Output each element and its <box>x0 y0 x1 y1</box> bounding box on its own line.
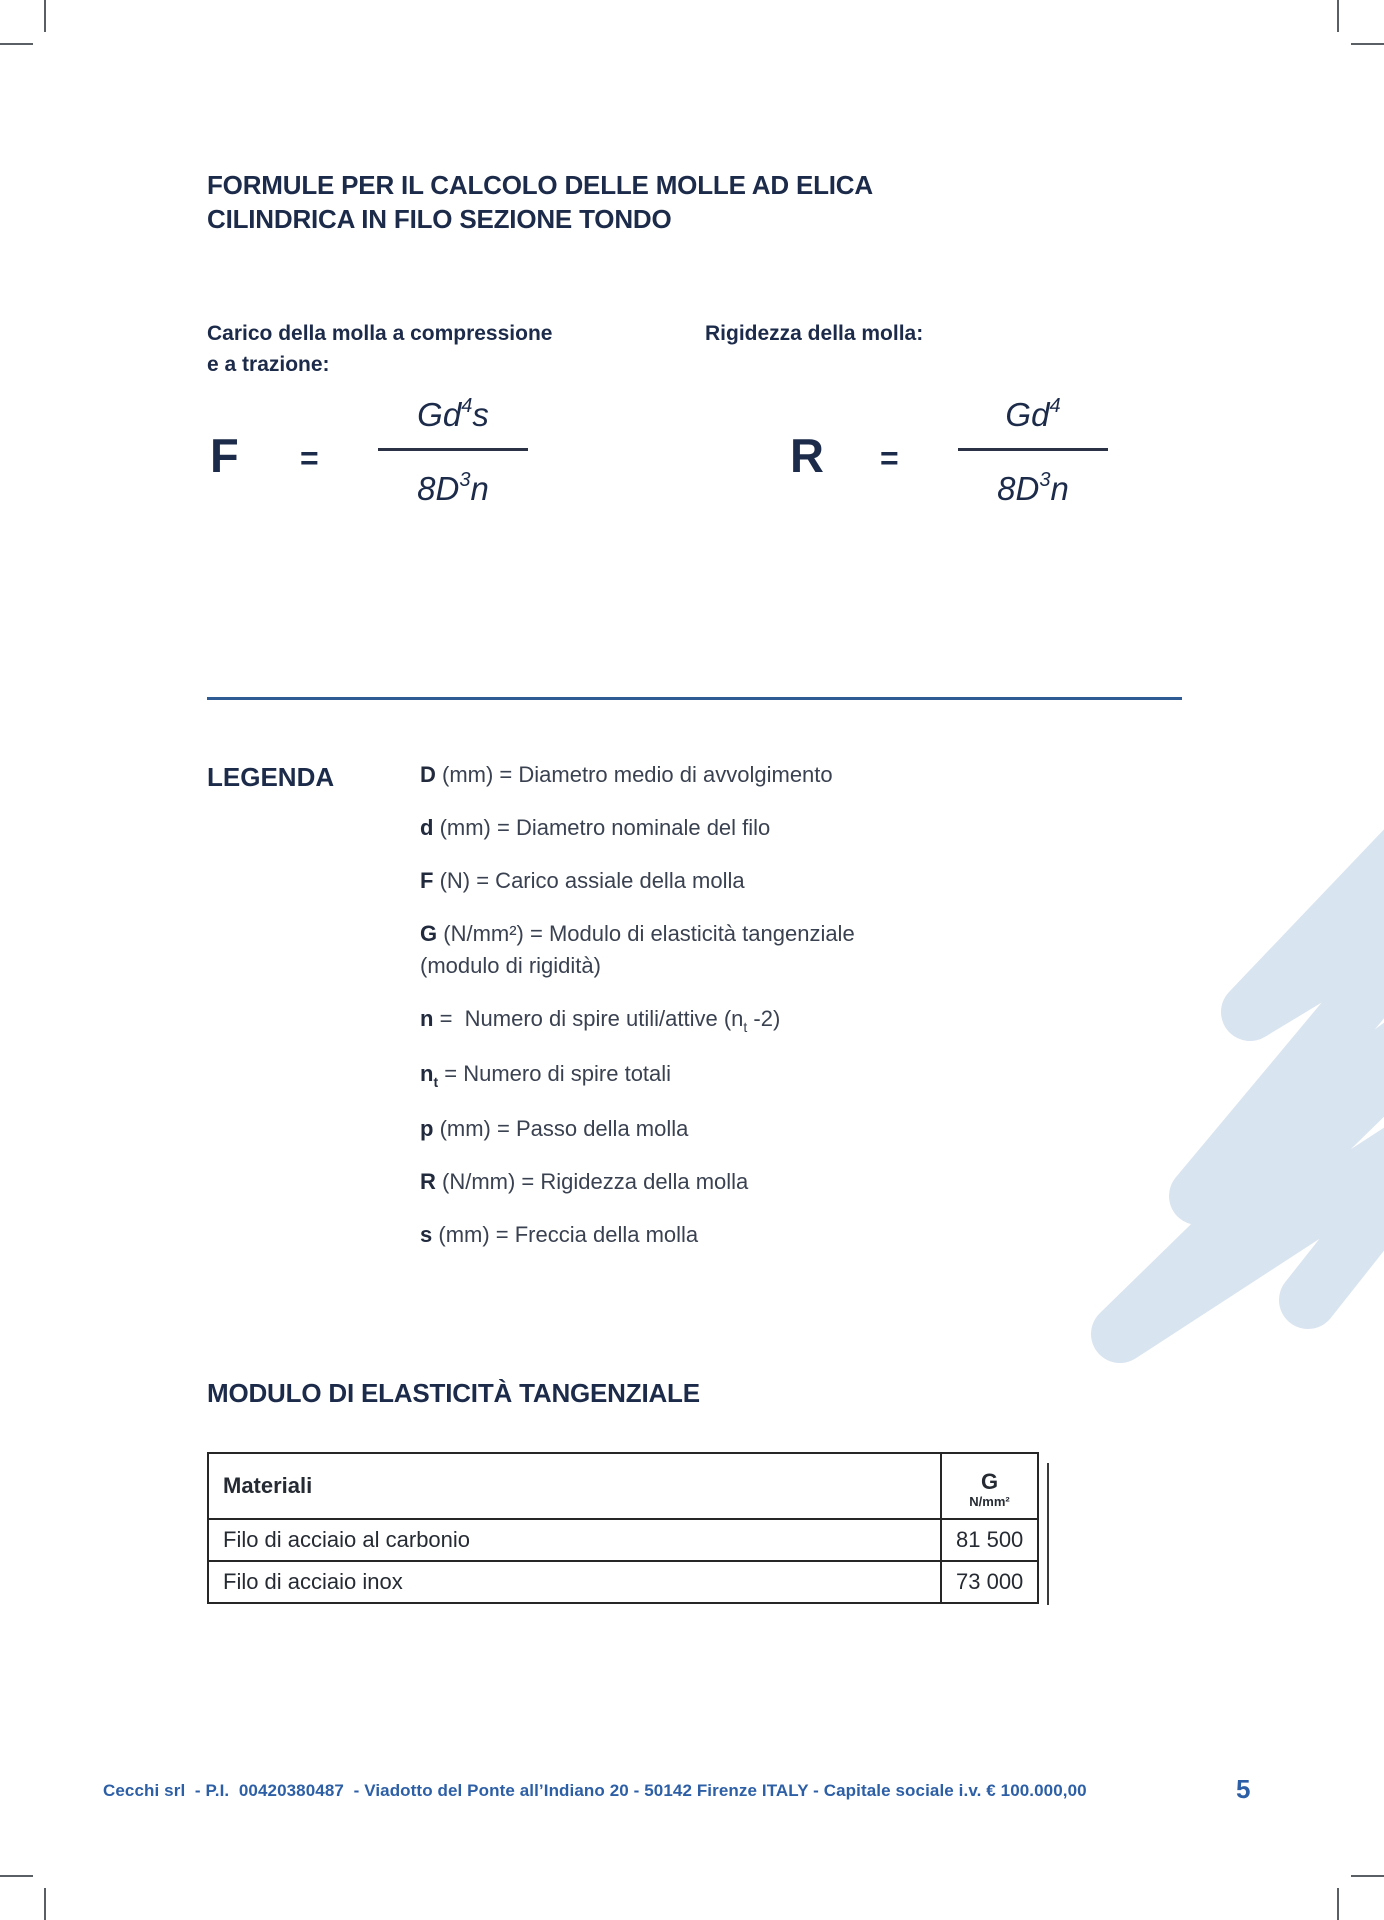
legend-list <box>420 760 1080 1273</box>
table-header-row <box>208 1453 1038 1519</box>
legend-title: LEGENDA <box>207 762 335 792</box>
legend-item: d (mm) = Diametro nominale del filo <box>420 815 771 840</box>
crop-mark-top-right-h <box>1351 43 1384 45</box>
table-row <box>208 1561 1038 1603</box>
crop-mark-bottom-right-v <box>1337 1888 1339 1920</box>
page-title <box>207 168 873 236</box>
compression-load-label-line1: Carico della molla a compressione <box>207 322 553 345</box>
formula-f-fraction <box>378 388 528 509</box>
crop-mark-bottom-left-h <box>0 1875 33 1877</box>
fraction-bar <box>958 448 1108 451</box>
footer-company-line: Cecchi srl - P.I. 00420380487 - Viadotto del Ponte all’Indiano 20 - 50142 Firenze ITALY - Capitale sociale i.v. € 100.000,00 <box>103 1781 1087 1800</box>
crop-mark-top-right-v <box>1337 0 1339 32</box>
compression-load-label-line2: e a trazione: <box>207 353 330 376</box>
crop-mark-top-left-h <box>0 43 33 45</box>
table-shadow-line <box>1047 1463 1049 1605</box>
stiffness-label: Rigidezza della molla: <box>705 322 924 345</box>
g-value-cell: 81 500 <box>941 1519 1038 1561</box>
g-column-header <box>941 1453 1038 1519</box>
formula-f-denominator: $8D^3n$ <box>417 469 489 507</box>
page-number: 5 <box>1236 1774 1251 1804</box>
formula-f-symbol: F <box>210 429 239 482</box>
formula-r-symbol: R <box>790 429 824 482</box>
g-symbol: G <box>980 1469 999 1494</box>
formula-r-denominator: $8D^3n$ <box>997 469 1069 507</box>
legend-item: (modulo di rigidità) <box>420 953 601 978</box>
material-cell: Filo di acciaio inox <box>208 1561 941 1603</box>
fraction-bar <box>378 448 528 451</box>
legend-item: p (mm) = Passo della molla <box>420 1116 689 1141</box>
formula-f-numerator: Gd$^4$s <box>417 395 489 433</box>
legend-item: F (N) = Carico assiale della molla <box>420 868 745 893</box>
crop-mark-top-left-v <box>44 0 46 32</box>
legend-item: G (N/mm²) = Modulo di elasticità tangenziale <box>420 921 855 946</box>
crop-mark-bottom-right-h <box>1351 1875 1384 1877</box>
legend-item: $n_t$ = Numero di spire totali <box>420 1061 672 1090</box>
formula-f-equals: = <box>300 440 319 476</box>
crop-mark-bottom-left-v <box>44 1888 46 1920</box>
legend-item: D (mm) = Diametro medio di avvolgimento <box>420 762 833 787</box>
g-unit: N/mm² <box>969 1494 1010 1509</box>
legend-item: n = Numero di spire utili/attive ($n_t$ -2) <box>420 1006 781 1035</box>
legend-item: s (mm) = Freccia della molla <box>420 1222 699 1247</box>
section-heading: MODULO DI ELASTICITÀ TANGENZIALE <box>207 1378 700 1408</box>
table-row <box>208 1519 1038 1561</box>
spring-watermark-graphic <box>1040 770 1384 1410</box>
formula-r-numerator: Gd$^4$ <box>1005 395 1061 433</box>
compression-load-label <box>207 318 552 380</box>
g-value-cell: 73 000 <box>941 1561 1038 1603</box>
legend-item: R (N/mm) = Rigidezza della molla <box>420 1169 749 1194</box>
materials-column-header: Materiali <box>208 1453 941 1519</box>
materials-table <box>207 1452 1039 1604</box>
page-title-line1: FORMULE PER IL CALCOLO DELLE MOLLE AD ELICA <box>207 170 873 200</box>
material-cell: Filo di acciaio al carbonio <box>208 1519 941 1561</box>
formula-r-fraction <box>958 388 1108 509</box>
section-divider-line <box>207 697 1182 700</box>
page-title-line2: CILINDRICA IN FILO SEZIONE TONDO <box>207 204 672 234</box>
formula-r-equals: = <box>880 440 899 476</box>
